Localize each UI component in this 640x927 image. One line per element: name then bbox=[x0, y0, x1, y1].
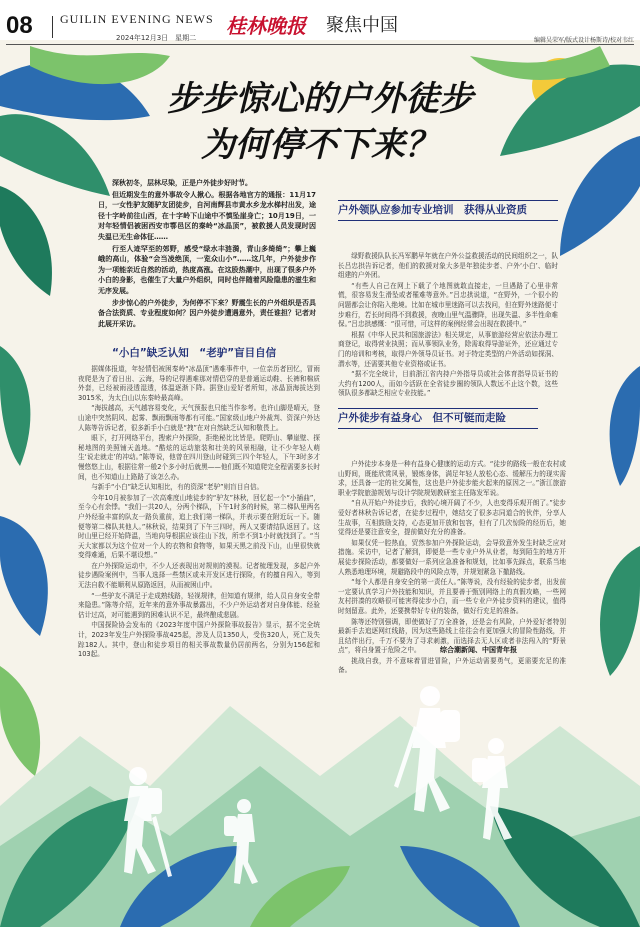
headline bbox=[110, 76, 530, 168]
body-paragraph: 户外徒步本身是一种有益身心健康的运动方式。“徒步的路线一般在农村或山野间，既能欣赏风景，锻炼身体，满足年轻人放松心态、缓解压力的现实需求，还具备一定的社交属性，这也是户外徒步能火起来的原因之一。”浙江旅游职业学院旅游规划与设计学院规划教研室主任陈发军说。 bbox=[338, 460, 566, 497]
section-2-title bbox=[338, 200, 558, 221]
lead-paragraph: 行至人迹罕至的郊野，感受“绿水丰涟漪，青山多绮绮”；攀上巍峨的高山，体验“会当凌绝顶，一览众山小”……这几年，户外徒步作为一项能亲近自然的活动，热度高涨。在这股热潮中，出现了很多户外小白的身影，也催生了大量户外组织，同时也伴随着风险隐患的滋生和无序发展。 bbox=[98, 244, 316, 295]
leaf-illustration bbox=[610, 366, 640, 486]
body-paragraph: “每个人都是自身安全的第一责任人。”陈等说，没有经验的徒步者，出发前一定要认真学习户外技能和知识，并且要善于甄别网络上的真假攻略，一些网友村拼凑的攻略很可能害得徒步小白，而一些专业户外徒步资料的建议，值得时刻留意。此外，还要携带好专业的装备，做好行充足的准备。 bbox=[338, 578, 566, 615]
body-paragraph: 如果仅凭一腔热血，贸然参加户外探险运动，会导致意外发生时缺乏应对措施。采访中，记者了解到，即便是一些专业户外从业者，每到陌生的地方开展徒步探险活动，都要做好一系列应急准备和规划，比如事先踩点，联系当地人熟悉地理环境，规避路段中的风险点等，并规划紧急下撤路线。 bbox=[338, 538, 566, 576]
section-3-title bbox=[338, 408, 538, 429]
body-paragraph: 据媒体报道，年轻情侣被困秦岭“冰晶顶”遇难事件中，一位亲历者回忆，冒雨夜爬是为了看日出、云海，导的记得遇难那对情侣穿的是普通运动鞋、长裤和棉质外套，已经被雨浸透湿透，体温逐渐下降。据登山爱好者所知，冰晶顶海拔达到3015米，为太白山以东秦岭最高峰。 bbox=[78, 365, 320, 402]
section-3-title-text: 户外徒步有益身心 但不可铤而走险 bbox=[338, 412, 506, 424]
body-paragraph: 眼下，打开网络平台，搜索户外探险，拒绝秘比比皆是。爬野山、攀崖壁、探秘地图的美照铺天盖地。“酷炫的运动旅装和壮美的风景相融，让不少年轻人萌生‘说走就走’的冲动。”陈等说，他曾在四川登山时碰到三四个年轻人，下午3时多才慢悠悠上山，根据往常一般2个多小时后就黑——他们既不知道爬完全程需要多长时间，也不知道山上路路了该怎么办。 bbox=[78, 434, 320, 481]
leaf-illustration bbox=[0, 186, 52, 296]
paper-name-en: GUILIN EVENING NEWS bbox=[60, 12, 214, 26]
body-paragraph: “自从开始户外徒步后，我的心境开阔了不少，人也变得乐观开朗了。”徒步爱好者林秋告诉记者，在徒步过程中，她结交了很多志同道合的伙伴，分享人生故事，互相鼓励支持，心态更加开放和包容，但有了几次惊险的经历后，她觉得还是要注意安全，提前做好充分的准备。 bbox=[338, 499, 566, 537]
lead-paragraph: 深秋初冬，层林尽染，正是户外徒步好时节。 bbox=[112, 179, 252, 187]
body-paragraph: “据不完全统计，目前浙江省内持户外指导员或社会体育指导员证书的大约有1200人，而如今活跃在全省徒步圈的领队人数远不止这个数，这些领队很多都缺乏相应专业技能。” bbox=[338, 370, 558, 398]
masthead bbox=[0, 0, 640, 44]
page-number: 08 bbox=[6, 12, 33, 39]
body-paragraph: “一些驴友不满足于走成熟线路，轻视规律，但知道有规律，给人员自身安全带来隐患。”陈等介绍，近年来的意外事故暴露出，不少户外运动者对自身体能、经验估计过高，对可能遇到的困难认识不足，最终酿成悲剧。 bbox=[78, 591, 320, 619]
source-byline: 综合潮新闻、中国青年报 bbox=[440, 646, 517, 654]
leaf-illustration bbox=[0, 516, 48, 636]
body-paragraph: 与新手“小白”缺乏认知相比，有的资深“老驴”则盲目自信。 bbox=[91, 483, 264, 492]
headline-line-2: 为何停不下来？ bbox=[201, 125, 439, 165]
section-2-title-text: 户外领队应参加专业培训 获得从业资质 bbox=[338, 204, 527, 216]
lead-paragraphs bbox=[98, 178, 316, 330]
body-paragraph: “有些人自己在网上下载了个地图就敢直接走，一旦遇路了心里非常慌，很容易发生滑坠或者罹难等意外。”吕忠拱说道，“在野外，一个很小的问题都会让你陷入绝境。比如在城市里迷路可以去找问，但在野外迷路便寸步难行，若长时间得不到救援，夜晚山里气温骤降，出现失温、多半性命难保。”吕忠拱感慨：“很可惜，可这样的案例经常会出现在救援中。” bbox=[338, 281, 558, 329]
body-paragraph: “海拔越高，天气越容易变化，天气预报也只能当作参考。也许山脚是晴天，登山途中突然阴风、起雾、飘雨飘雨等都有可能。”国家级山地户外裁判、资深户外达人陈等告诉记者，很多新手小白就是“拽”在对自然缺乏认知和敬畏上。 bbox=[78, 404, 320, 432]
section-1-title: “小白”缺乏认知 “老驴”盲目自信 bbox=[112, 347, 277, 359]
lead-paragraph: 但近期发生的意外事故令人揪心。根据各地官方的通报：11月17日，一女性驴友随驴友团徒步，自河南辉县市黄水乡龙水梯村出发，途径十字岭前往山西，在十字岭下山途中不慎坠崖身亡；10月19日，一对年轻情侣被困西安市鄠邑区的秦岭“冰晶顶”，被救援人员发现时因失温已无生命体征…… bbox=[98, 190, 316, 241]
body-paragraph: 根据《中华人民共和国旅游法》相关规定，从事旅游经营应依法办理工商登记，取得营业执照；而从事领队业务，除需取得导游证外，还应通过专门的培训和考核，取得户外领导员证书。对于特定类型的户外活动如探洞、潜水等，还需要其他专业资格或证书。 bbox=[338, 330, 558, 368]
headline-line-1: 步步惊心的户外徒步 bbox=[167, 79, 473, 119]
leaf-illustration bbox=[600, 546, 640, 676]
leaf-illustration bbox=[0, 666, 40, 776]
editors-credit: 编辑吴荣军/版式设计杨斯诗/校对韦红 bbox=[533, 37, 634, 44]
issue-date: 2024年12月3日 星期二 bbox=[116, 34, 197, 42]
body-paragraph: 绿野救援队队长冯军鹏早年就在户外公益救援活动的民间组织之一，队长吕忠拱告诉记者，他们的救援对象大多是年独徒步者、户外‘小白’、临时组建的户外团。 bbox=[338, 252, 558, 280]
masthead-divider bbox=[52, 16, 53, 38]
body-paragraph: 中国探险协会发布的《2023年度中国户外探险事故报告》显示，据不完全统计，2023年发生户外探险事故425起，涉及人员1350人，受伤320人，死亡及失踪182人。其中，登山和徒步项目的相关事故数量仍居前两名，分别为156起和103起。 bbox=[78, 621, 320, 659]
section-1-body bbox=[78, 365, 320, 780]
body-paragraph: 在户外探险运动中，不少人还表现出对规则的漠视。记者梳理发现，多起户外徒步遇险案例中，当事人选择一些禁区或未开发区进行探险，有的擅自闯入，等到无法自救不能顺利从原路返回，从而被困山中。 bbox=[78, 561, 320, 590]
masthead-rule bbox=[6, 44, 634, 45]
body-paragraph: 挑战自我，并不意味着冒进冒险，户外运动需要勇气，更需要充足的准备。 bbox=[338, 656, 566, 675]
body-paragraph: 陈等还特别强调，即使做好了万全准备，还是会有风险，户外爱好者特别最新手去追逐网红线路，因为这些路线上往往会有更加强大的冒险性路线，并且结伴出行，千万不要为了寻求刺激，而选择去无人区或者非法闯入的“野景点”，将自身置于危险之中。 bbox=[338, 617, 566, 655]
lead-paragraph: 步步惊心的户外徒步，为何停不下来？野震生长的户外组织是否具备合法资质、专业程度如何？因户外徒步遭遇意外，责任谁担？记者对此展开采访。 bbox=[98, 298, 316, 328]
section-2-body bbox=[338, 252, 558, 398]
section-title: 聚焦中国 bbox=[326, 15, 398, 36]
paper-name-cn: 桂林晚报 bbox=[226, 14, 306, 38]
leaf-illustration bbox=[560, 136, 640, 256]
leaf-illustration bbox=[0, 346, 30, 466]
leaf-illustration bbox=[0, 114, 110, 196]
body-paragraph: 今年10月被参加了一次高难度山地徒步的“驴友”林秋，回忆起一个“小插曲”，至今心有余悸。“我们一共20人，分两个梯队，下午1时多的时候，第二梯队里两名户外经验丰富的队友一路负重前，追上我们第一梯队，并表示要在附近玩一下。随便等第二梯队其他人。”林秋说，结果到了下午三四时，两人又要请结队返回了。这时山里已经开始降温，当地向导根据应该往山下找，所幸不到1小时就找到了。“当天大家都以为这个位对一个人的衣物和食物等，如果天黑之前没下山，山里很快就变得难通，后果不堪设想。” bbox=[78, 493, 320, 560]
